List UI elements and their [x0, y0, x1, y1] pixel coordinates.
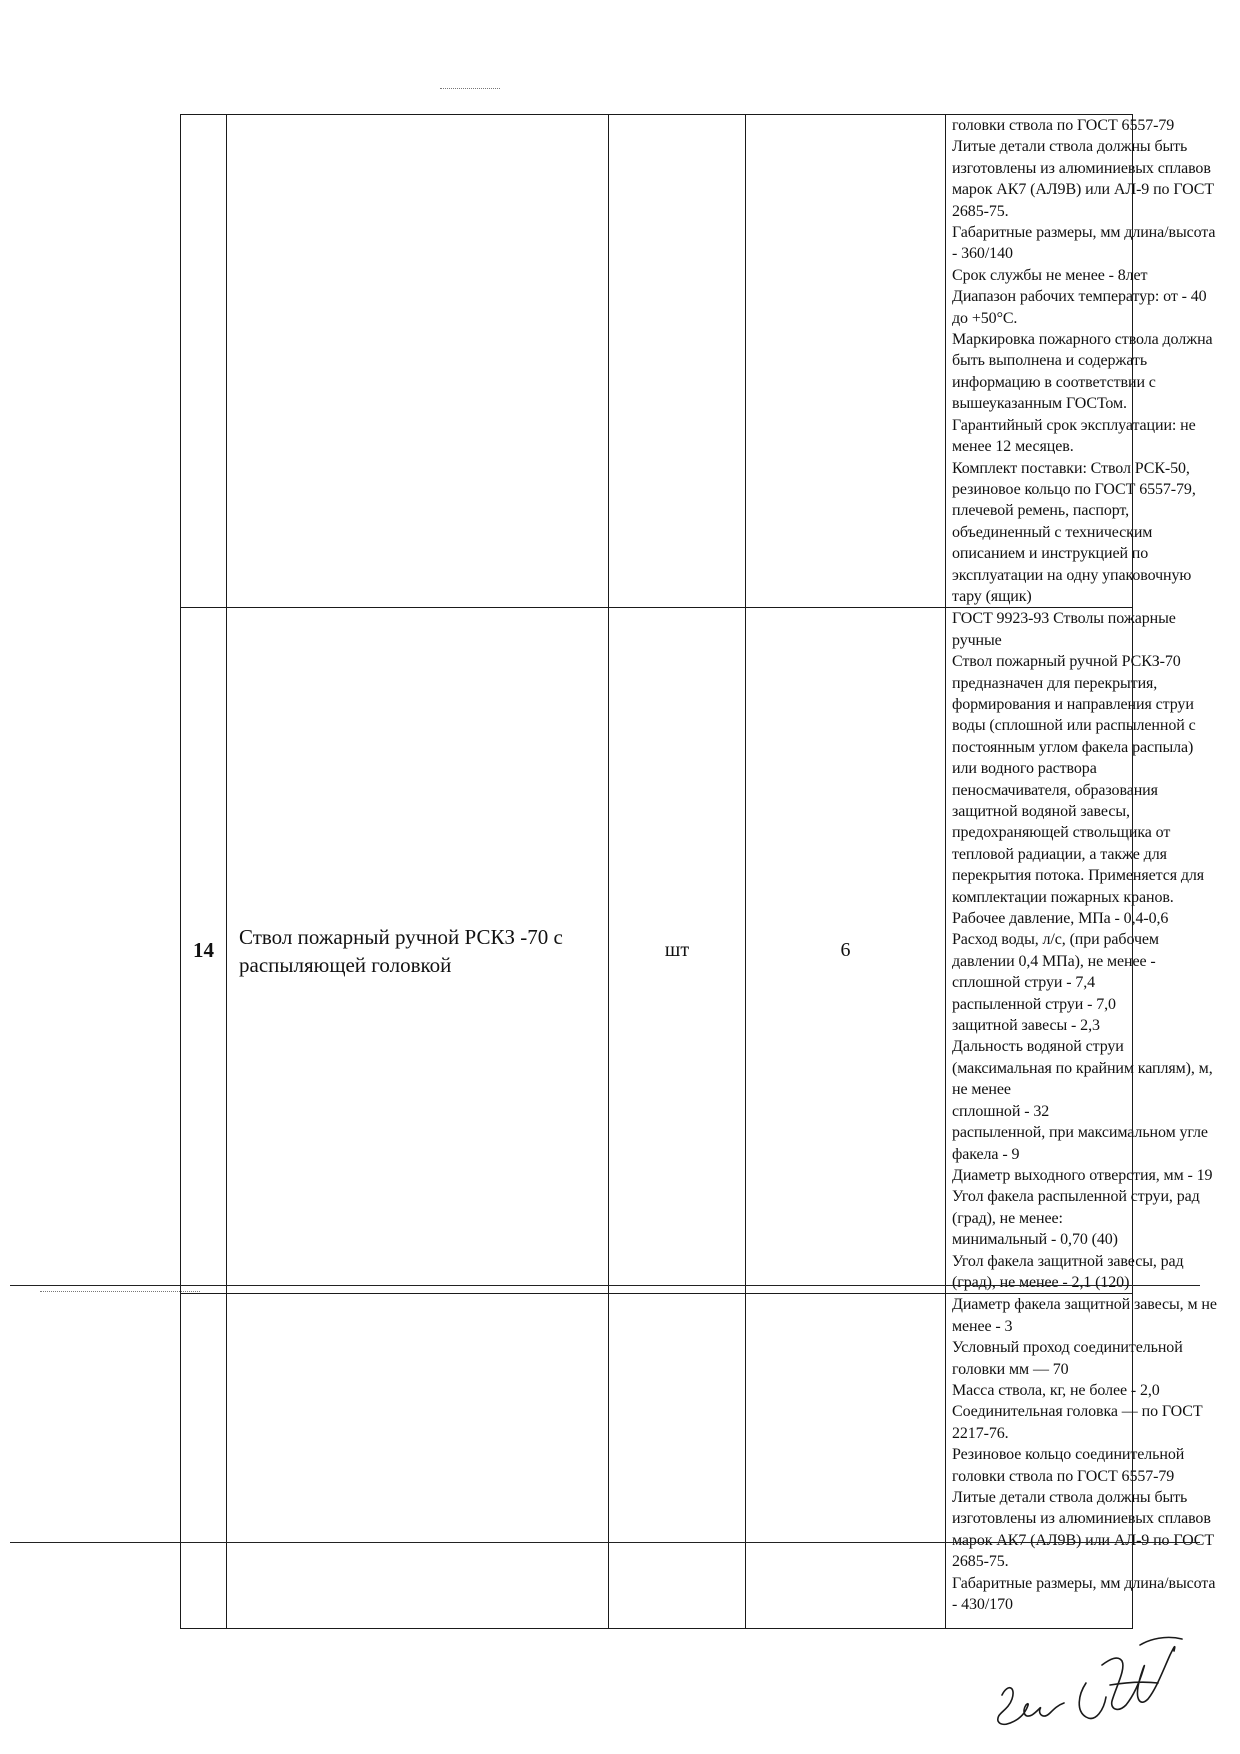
spec-line: до +50°С. [952, 309, 1018, 327]
unit-cell [609, 1294, 746, 1629]
spec-line: (град), не менее: [952, 1209, 1063, 1227]
spec-line: защитной завесы - 2,3 [952, 1017, 1100, 1035]
spec-line: формирования и направления струи [952, 695, 1194, 713]
spec-line: сплошной - 32 [952, 1102, 1050, 1120]
table-row [181, 1294, 1133, 1629]
scan-break-line [10, 1285, 1200, 1286]
spec-line: Габаритные размеры, мм длина/высота [952, 1574, 1216, 1592]
spec-line: головки ствола по ГОСТ 6557-79 [952, 1467, 1175, 1485]
spec-line: ручные [952, 631, 1002, 649]
spec-line: - 430/170 [952, 1596, 1013, 1614]
spec-line: сплошной струи - 7,4 [952, 974, 1096, 992]
spec-line: Комплект поставки: Ствол РСК-50, [952, 459, 1190, 477]
table-row [181, 115, 1133, 608]
spec-line: Условный проход соединительной [952, 1339, 1183, 1357]
spec-line: воды (сплошной или распыленной с [952, 717, 1196, 735]
spec-line: комплектации пожарных кранов. [952, 888, 1174, 906]
spec-line: предохраняющей ствольщика от [952, 824, 1171, 842]
specification-cell [946, 608, 1213, 1294]
spec-line: Гарантийный срок эксплуатации: не [952, 416, 1196, 434]
row-number-cell [181, 1294, 227, 1629]
spec-line: давлении 0,4 МПа), не менее - [952, 952, 1156, 970]
spec-line: резиновое кольцо по ГОСТ 6557-79, [952, 480, 1196, 498]
spec-line: менее 12 месяцев. [952, 438, 1074, 456]
spec-line: Угол факела защитной завесы, рад [952, 1252, 1184, 1270]
spec-line: изготовлены из алюминиевых сплавов [952, 1510, 1211, 1528]
spec-line: факела - 9 [952, 1145, 1020, 1163]
spec-line: плечевой ремень, паспорт, [952, 502, 1130, 520]
spec-line: Диаметр выходного отверстия, мм - 19 [952, 1166, 1213, 1184]
quantity-cell [746, 115, 946, 608]
spec-line: (град), не менее - 2,1 (120) [952, 1273, 1130, 1291]
spec-line: информацию в соответствии с [952, 373, 1156, 391]
scan-break-line [10, 1542, 1200, 1543]
specification-table [180, 114, 1217, 1629]
spec-line: Срок службы не менее - 8лет [952, 266, 1148, 284]
quantity-cell [746, 608, 946, 1294]
spec-line: 2685-75. [952, 202, 1009, 220]
spec-line: тару (ящик) [952, 587, 1032, 605]
spec-line: Литые детали ствола должны быть [952, 138, 1188, 156]
item-name-cell [227, 1294, 609, 1629]
row-number-cell [181, 115, 227, 608]
spec-line: (максимальная по крайним каплям), м, [952, 1059, 1213, 1077]
spec-line: Ствол пожарный ручной РСКЗ-70 [952, 653, 1181, 671]
quantity: 6 [840, 939, 851, 962]
item-name-cell [227, 608, 609, 1294]
spec-line: - 360/140 [952, 245, 1013, 263]
scan-noise [440, 88, 500, 89]
spec-line: минимальный - 0,70 (40) [952, 1231, 1118, 1249]
spec-line: Угол факела распыленной струи, рад [952, 1188, 1200, 1206]
specification-cell [946, 115, 1216, 608]
spec-line: Масса ствола, кг, не более - 2,0 [952, 1381, 1160, 1399]
spec-line: головки ствола по ГОСТ 6557-79 [952, 117, 1175, 134]
row-number-cell [181, 608, 227, 1294]
spec-line: головки мм — 70 [952, 1360, 1069, 1378]
spec-line: Маркировка пожарного ствола должна [952, 331, 1213, 349]
spec-line: описанием и инструкцией по [952, 545, 1149, 563]
spec-line: Расход воды, л/с, (при рабочем [952, 931, 1159, 949]
spec-line: Диаметр факела защитной завесы, м не [952, 1296, 1217, 1314]
item-name: Ствол пожарный ручной РСКЗ -70 с распыляющей головкой [239, 924, 563, 977]
unit-cell [609, 608, 746, 1294]
spec-line: постоянным углом факела распыла) [952, 738, 1194, 756]
spec-line: быть выполнена и содержать [952, 352, 1148, 370]
handwritten-signature [990, 1625, 1220, 1735]
spec-line: перекрытия потока. Применяется для [952, 867, 1205, 885]
unit-cell [609, 115, 746, 608]
spec-line: марок АК7 (АЛ9В) или АЛ-9 по ГОСТ [952, 181, 1215, 199]
spec-line: пеносмачивателя, образования [952, 781, 1158, 799]
spec-line: 2685-75. [952, 1553, 1009, 1571]
spec-line: марок АК7 (АЛ9В) или АЛ-9 по ГОСТ [952, 1531, 1215, 1549]
row-number: 14 [193, 938, 214, 963]
unit: шт [664, 939, 690, 962]
spec-line: менее - 3 [952, 1317, 1013, 1335]
spec-line: Габаритные размеры, мм длина/высота [952, 224, 1216, 242]
scan-noise [40, 1291, 200, 1292]
spec-line: распыленной струи - 7,0 [952, 995, 1116, 1013]
spec-line: Литые детали ствола должны быть [952, 1489, 1188, 1506]
spec-line: Резиновое кольцо соединительной [952, 1446, 1185, 1464]
quantity-cell [746, 1294, 946, 1629]
spec-line: защитной водяной завесы, [952, 803, 1130, 820]
spec-line: Диапазон рабочих температур: от - 40 [952, 288, 1207, 306]
spec-line: объединенный с техническим [952, 523, 1153, 541]
spec-line: тепловой радиации, а также для [952, 845, 1167, 863]
item-name-cell [227, 115, 609, 608]
spec-line: распыленной, при максимальном угле [952, 1124, 1208, 1142]
spec-line: эксплуатации на одну упаковочную [952, 566, 1192, 584]
spec-line: вышеуказанным ГОСТом. [952, 395, 1127, 413]
spec-line: не менее [952, 1081, 1011, 1099]
spec-line: Дальность водяной струи [952, 1038, 1124, 1056]
spec-line: предназначен для перекрытия, [952, 674, 1158, 692]
specification-cell [946, 1294, 1217, 1629]
table-row [181, 608, 1133, 1294]
spec-line: Рабочее давление, МПа - 0,4-0,6 [952, 910, 1169, 928]
spec-line: изготовлены из алюминиевых сплавов [952, 159, 1211, 177]
spec-line: 2217-76. [952, 1424, 1009, 1442]
spec-line: или водного раствора [952, 760, 1097, 778]
spec-line: Соединительная головка — по ГОСТ [952, 1403, 1203, 1421]
spec-line: ГОСТ 9923-93 Стволы пожарные [952, 610, 1176, 628]
